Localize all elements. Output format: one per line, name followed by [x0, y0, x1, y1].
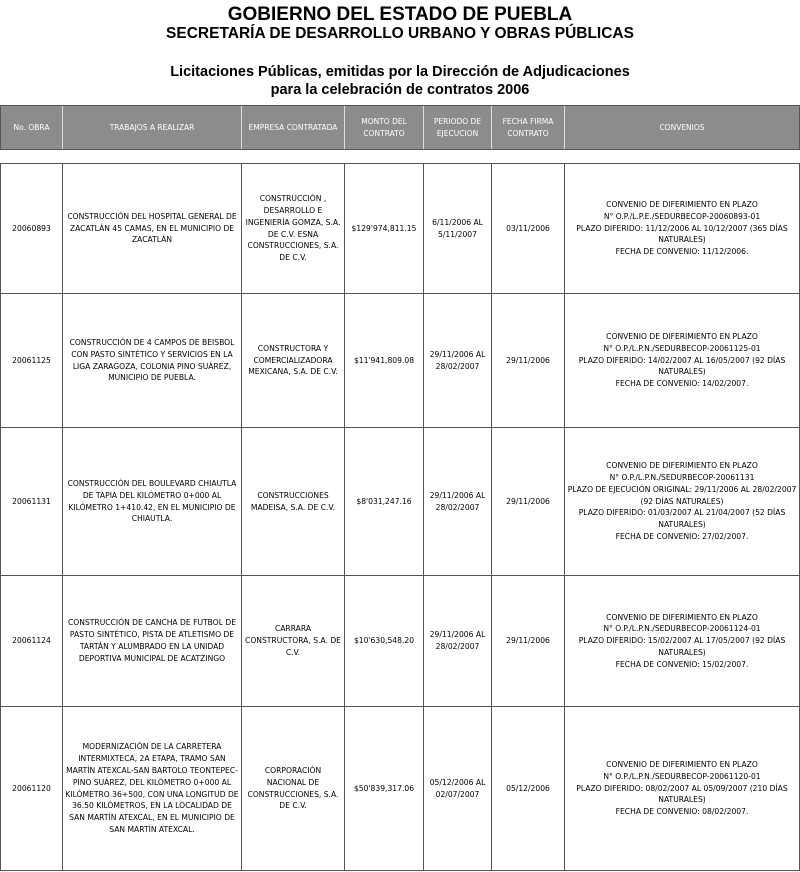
- cell-periodo: 05/12/2006 AL 02/07/2007: [424, 707, 492, 870]
- table-row: [0, 707, 800, 871]
- convenio-line: N° O.P./L.P.N./SEDURBECOP-20061120-01: [603, 771, 761, 781]
- cell-convenios: [565, 164, 799, 293]
- cell-trabajos: CONSTRUCCIÓN DE CANCHA DE FUTBOL DE PASTO SINTÉTICO, PISTA DE ATLETISMO DE TARTÁN Y ALUMBRADO EN LA UNIDAD DEPORTIVA MUNICIPAL DE ACATZINGO: [63, 576, 242, 706]
- convenio-line: CONVENIO DE DIFERIMIENTO EN PLAZO: [606, 200, 758, 210]
- header-gap: [0, 150, 800, 163]
- convenio-line: FECHA DE CONVENIO: 15/02/2007.: [615, 659, 749, 669]
- cell-periodo: 29/11/2006 AL 28/02/2007: [424, 576, 492, 706]
- convenio-line: N° O.P./L.P.N./SEDURBECOP-20061125-01: [603, 343, 761, 353]
- convenio-line: N° O.P./L.P.E./SEDURBECOP-20060893-01: [603, 211, 761, 221]
- convenio-line: PLAZO DIFERIDO: 08/02/2007 AL 05/09/2007 (210 DÍAS NATURALES): [576, 783, 788, 805]
- table-row: [0, 428, 800, 576]
- cell-trabajos: CONSTRUCCIÓN DEL BOULEVARD CHIAUTLA DE TAPIA DEL KILÓMETRO 0+000 AL KILÓMETRO 1+410.42, EN EL MUNICIPIO DE CHIAUTLA.: [63, 428, 242, 575]
- cell-no-obra: 20061125: [1, 294, 63, 427]
- convenio-line: PLAZO DIFERIDO: 14/02/2007 AL 16/05/2007 (92 DÍAS NATURALES): [578, 355, 786, 377]
- cell-monto: $10'630,548.20: [345, 576, 424, 706]
- cell-empresa: CONSTRUCCIONES MADEISA, S.A. DE C.V.: [242, 428, 345, 575]
- column-header-fecha-firma: FECHA FIRMA CONTRATO: [492, 106, 565, 149]
- column-header-no-obra: No. OBRA: [1, 106, 63, 149]
- cell-fecha-firma: 05/12/2006: [492, 707, 565, 870]
- table-header: [0, 105, 800, 150]
- cell-empresa: CARRARA CONSTRUCTORA, S.A. DE C.V.: [242, 576, 345, 706]
- convenio-line: CONVENIO DE DIFERIMIENTO EN PLAZO: [606, 612, 758, 622]
- cell-empresa: CONSTRUCCIÓN , DESARROLLO E INGENIERÍA GOMZA, S.A. DE C.V. ESNA CONSTRUCCIONES, S.A. DE C.V.: [242, 164, 345, 293]
- convenio-line: CONVENIO DE DIFERIMIENTO EN PLAZO: [606, 760, 758, 770]
- cell-trabajos: CONSTRUCCIÓN DE 4 CAMPOS DE BEISBOL CON PASTO SINTÉTICO Y SERVICIOS EN LA LIGA ZARAGOZA, COLONIA PINO SUÁREZ, MUNICIPIO DE PUEBLA.: [63, 294, 242, 427]
- cell-no-obra: 20061120: [1, 707, 63, 870]
- convenio-line: CONVENIO DE DIFERIMIENTO EN PLAZO: [606, 332, 758, 342]
- cell-convenios: [565, 707, 799, 870]
- convenio-line: CONVENIO DE DIFERIMIENTO EN PLAZO: [606, 461, 758, 471]
- cell-monto: $8'031,247.16: [345, 428, 424, 575]
- cell-periodo: 29/11/2006 AL 28/02/2007: [424, 428, 492, 575]
- cell-monto: $50'839,317.06: [345, 707, 424, 870]
- convenio-line: FECHA DE CONVENIO: 08/02/2007.: [615, 807, 749, 817]
- section-heading-line1: Licitaciones Públicas, emitidas por la Dirección de Adjudicaciones: [170, 64, 630, 80]
- cell-empresa: CORPORACIÓN NACIONAL DE CONSTRUCCIONES, S.A. DE C.V.: [242, 707, 345, 870]
- table-row: [0, 163, 800, 294]
- cell-trabajos: MODERNIZACIÓN DE LA CARRETERA INTERMIXTECA, 2A ETAPA, TRAMO SAN MARTÍN ATEXCAL-SAN BARTOLO TEONTEPEC-PINO SUÁREZ, DEL KILÓMETRO 0+000 AL KILÓMETRO 36+500, CON UNA LONGITUD DE 36.50 KILÓMETROS, EN LA LOCALIDAD DE SAN MARTÍN ATEXCAL, EN EL MUNICIPIO DE SAN MARTÍN ATEXCAL.: [63, 707, 242, 870]
- convenio-line: PLAZO DIFERIDO: 01/03/2007 AL 21/04/2007 (52 DÍAS NATURALES): [578, 508, 786, 530]
- cell-convenios: [565, 294, 799, 427]
- column-header-empresa: EMPRESA CONTRATADA: [242, 106, 345, 149]
- convenio-line: N° O.P./L.P.N./SEDURBECOP-20061124-01: [603, 624, 761, 634]
- convenio-line: FECHA DE CONVENIO: 14/02/2007.: [615, 379, 749, 389]
- page-subtitle: SECRETARÍA DE DESARROLLO URBANO Y OBRAS PÚBLICAS: [166, 25, 634, 42]
- cell-fecha-firma: 03/11/2006: [492, 164, 565, 293]
- cell-trabajos: CONSTRUCCIÓN DEL HOSPITAL GENERAL DE ZACATLÁN 45 CAMAS, EN EL MUNICIPIO DE ZACATLÁN: [63, 164, 242, 293]
- convenio-line: N° O.P./L.P.N./SEDURBECOP-20061131: [609, 473, 755, 483]
- column-header-trabajos: TRABAJOS A REALIZAR: [63, 106, 242, 149]
- cell-empresa: CONSTRUCTORA Y COMERCIALIZADORA MEXICANA, S.A. DE C.V.: [242, 294, 345, 427]
- cell-fecha-firma: 29/11/2006: [492, 294, 565, 427]
- cell-fecha-firma: 29/11/2006: [492, 576, 565, 706]
- cell-fecha-firma: 29/11/2006: [492, 428, 565, 575]
- table-row: [0, 576, 800, 707]
- cell-no-obra: 20060893: [1, 164, 63, 293]
- column-header-monto: MONTO DEL CONTRATO: [345, 106, 424, 149]
- convenio-line: FECHA DE CONVENIO: 11/12/2006.: [615, 247, 749, 257]
- convenio-line: FECHA DE CONVENIO: 27/02/2007.: [615, 531, 749, 541]
- convenio-line: PLAZO DIFERIDO: 15/02/2007 AL 17/05/2007 (92 DÍAS NATURALES): [578, 636, 786, 657]
- cell-periodo: 29/11/2006 AL 28/02/2007: [424, 294, 492, 427]
- column-header-convenios: CONVENIOS: [659, 122, 705, 132]
- cell-no-obra: 20061131: [1, 428, 63, 575]
- cell-convenios: [565, 576, 799, 706]
- section-heading-line2: para la celebración de contratos 2006: [270, 82, 530, 98]
- table-row: [0, 294, 800, 428]
- column-header-periodo: PERIODO DE EJECUCION: [424, 106, 492, 149]
- cell-monto: $11'941,809.08: [345, 294, 424, 427]
- page-title: GOBIERNO DEL ESTADO DE PUEBLA: [227, 4, 573, 25]
- cell-monto: $129'974,811.15: [345, 164, 424, 293]
- cell-periodo: 6/11/2006 AL 5/11/2007: [424, 164, 492, 293]
- convenio-line: PLAZO DIFERIDO: 11/12/2006 AL 10/12/2007 (365 DÍAS NATURALES): [576, 223, 788, 245]
- cell-convenios: [565, 428, 799, 575]
- cell-no-obra: 20061124: [1, 576, 63, 706]
- convenio-line: PLAZO DE EJECUCIÓN ORIGINAL: 29/11/2006 AL 28/02/2007 (92 DÍAS NATURALES): [567, 484, 797, 506]
